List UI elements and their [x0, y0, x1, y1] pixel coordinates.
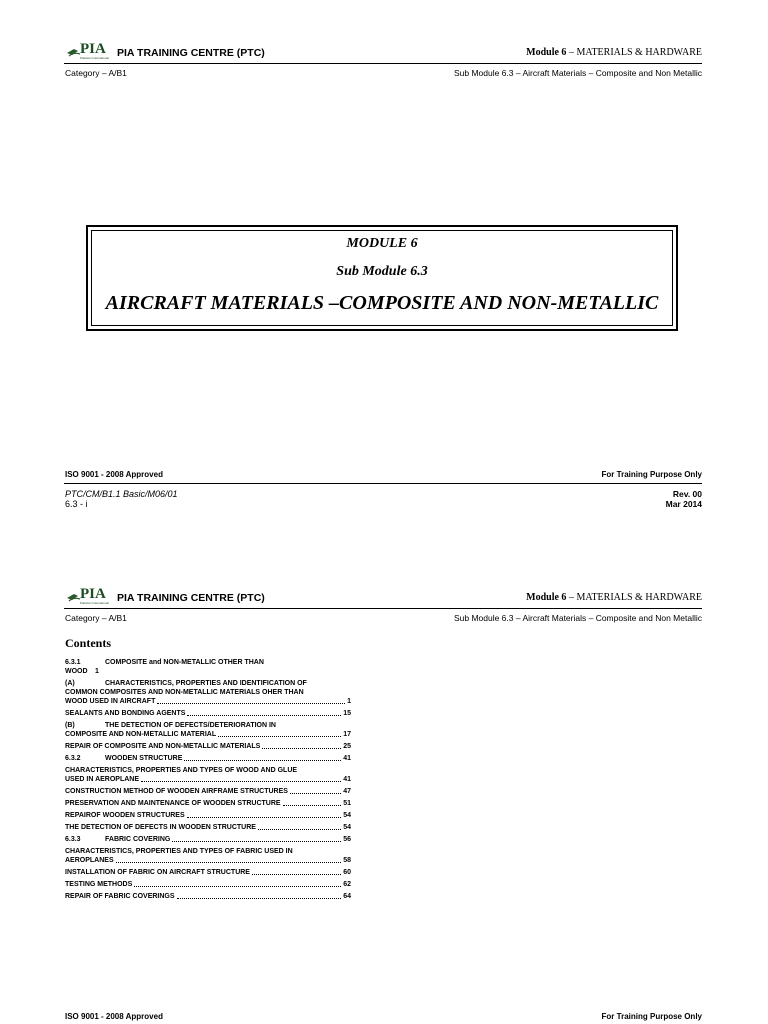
- logo-subtext-2: Pakistan International: [80, 601, 109, 605]
- title-main: AIRCRAFT MATERIALS –COMPOSITE AND NON-METALLIC: [105, 292, 659, 314]
- title-submodule: Sub Module 6.3: [336, 264, 428, 279]
- toc-entry[interactable]: CONSTRUCTION METHOD OF WOODEN AIRFRAME STRUCTURES 47: [65, 788, 351, 795]
- footer-training-2: For Training Purpose Only: [601, 1012, 702, 1021]
- footer-page: 6.3 - i: [65, 499, 88, 509]
- footer-rev: Rev. 00: [672, 489, 702, 499]
- toc-entry[interactable]: SEALANTS AND BONDING AGENTS 15: [65, 710, 351, 717]
- header-module: [526, 47, 702, 58]
- table-of-contents: [65, 658, 351, 904]
- header-module-number: Module 6: [526, 47, 567, 58]
- header-brand: PIA TRAINING CENTRE (PTC): [117, 47, 265, 59]
- header-category-2: Category – A/B1: [65, 613, 127, 623]
- header-module-title: – MATERIALS & HARDWARE: [566, 47, 702, 58]
- header-module-title-2: – MATERIALS & HARDWARE: [566, 592, 702, 603]
- header-submodule: Sub Module 6.3 – Aircraft Materials – Composite and Non Metallic: [453, 68, 702, 78]
- toc-entry[interactable]: REPAIROF WOODEN STRUCTURES 54: [65, 812, 351, 819]
- toc-entry[interactable]: (A) CHARACTERISTICS, PROPERTIES AND IDENTIFICATION OF COMMON COMPOSITES AND NON-METALLIC MATERIALS OHER THAN WOOD USED IN AIRCRAFT 1: [65, 680, 351, 705]
- toc-entry[interactable]: THE DETECTION OF DEFECTS IN WOODEN STRUCTURE 54: [65, 824, 351, 831]
- toc-entry[interactable]: INSTALLATION OF FABRIC ON AIRCRAFT STRUCTURE 60: [65, 869, 351, 876]
- header-rule: [64, 63, 702, 64]
- title-module: MODULE 6: [346, 236, 418, 251]
- toc-entry[interactable]: 6.3.3 FABRIC COVERING 56: [65, 836, 351, 843]
- footer-iso: ISO 9001 - 2008 Approved: [65, 470, 163, 479]
- footer-training: For Training Purpose Only: [601, 470, 702, 479]
- logo-text: PIA: [80, 41, 106, 57]
- contents-title: Contents: [65, 636, 112, 650]
- header-brand-2: PIA TRAINING CENTRE (PTC): [117, 592, 265, 604]
- logo-subtext: Pakistan International: [80, 56, 109, 60]
- toc-entry[interactable]: (B) THE DETECTION OF DEFECTS/DETERIORATION IN COMPOSITE AND NON-METALLIC MATERIAL 17: [65, 722, 351, 738]
- toc-entry[interactable]: REPAIR OF COMPOSITE AND NON-METALLIC MATERIALS 25: [65, 743, 351, 750]
- logo-text-2: PIA: [80, 586, 106, 602]
- footer-iso-2: ISO 9001 - 2008 Approved: [65, 1012, 163, 1021]
- toc-entry[interactable]: CHARACTERISTICS, PROPERTIES AND TYPES OF FABRIC USED IN AEROPLANES 58: [65, 848, 351, 864]
- toc-entry[interactable]: PRESERVATION AND MAINTENANCE OF WOODEN STRUCTURE 51: [65, 800, 351, 807]
- header-rule-2: [64, 608, 702, 609]
- header-submodule-2: Sub Module 6.3 – Aircraft Materials – Composite and Non Metallic: [453, 613, 702, 623]
- header-category: Category – A/B1: [65, 68, 127, 78]
- toc-entry[interactable]: CHARACTERISTICS, PROPERTIES AND TYPES OF WOOD AND GLUE USED IN AEROPLANE 41: [65, 767, 351, 783]
- footer-rule: [64, 483, 702, 484]
- toc-entry[interactable]: REPAIR OF FABRIC COVERINGS 64: [65, 893, 351, 900]
- header-module-number-2: Module 6: [526, 592, 567, 603]
- toc-entry[interactable]: 6.3.1 COMPOSITE and NON-METALLIC OTHER THAN WOOD 1: [65, 659, 264, 675]
- header-module-2: [526, 592, 702, 603]
- footer-date: Mar 2014: [665, 499, 702, 509]
- toc-entry[interactable]: TESTING METHODS 62: [65, 881, 351, 888]
- footer-doc-code: PTC/CM/B1.1 Basic/M06/01: [65, 489, 178, 499]
- toc-entry[interactable]: 6.3.2 WOODEN STRUCTURE 41: [65, 755, 351, 762]
